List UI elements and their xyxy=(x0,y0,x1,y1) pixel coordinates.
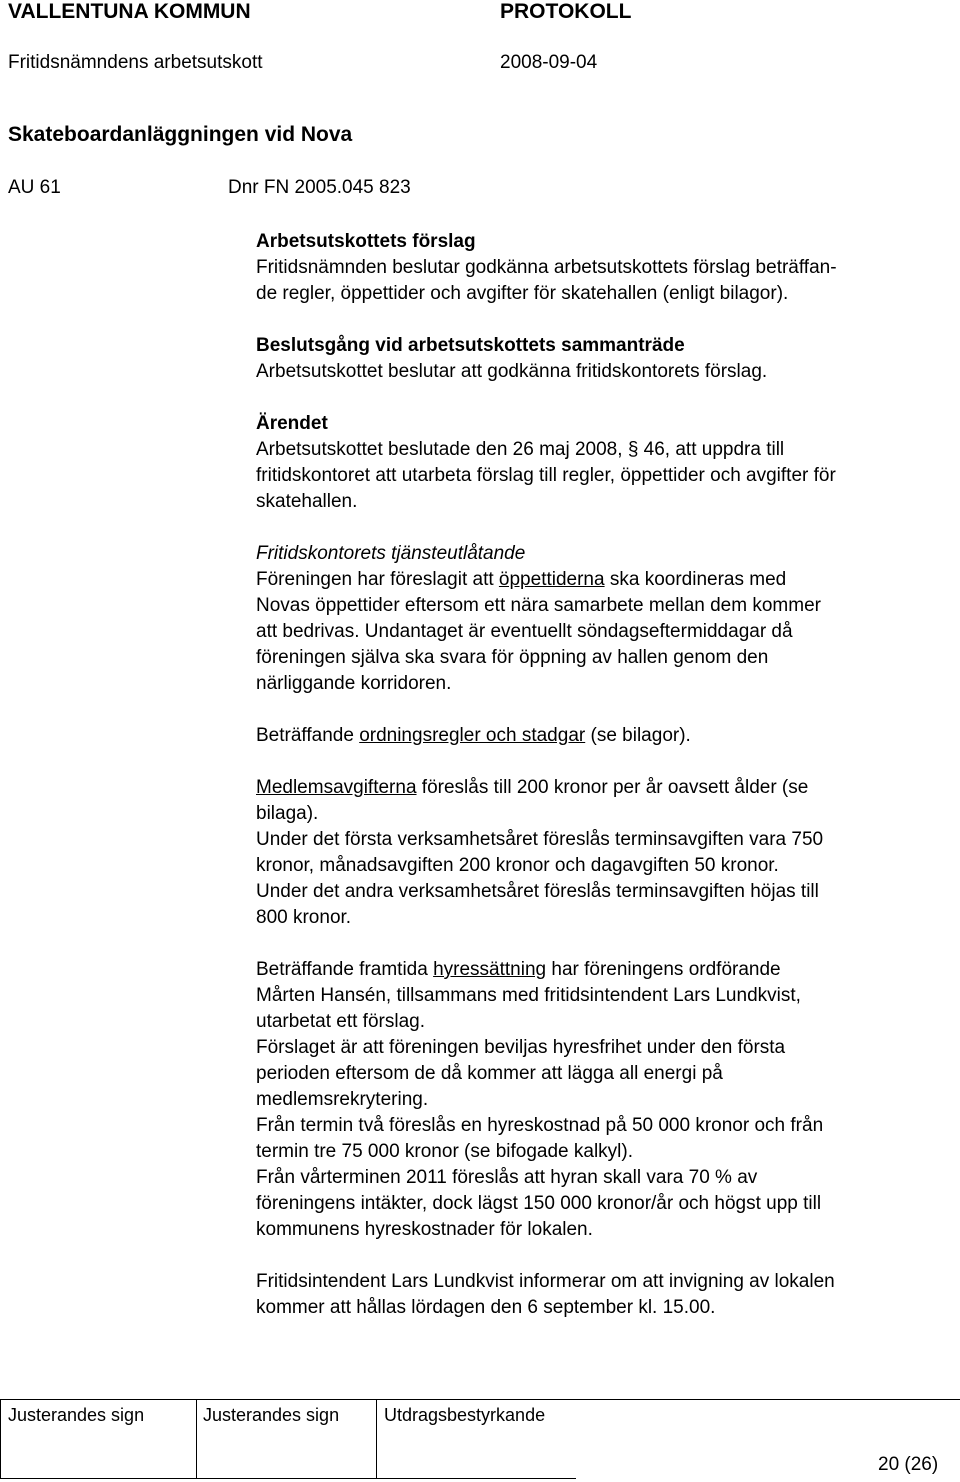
case-line-text: 46, att uppdra till xyxy=(638,439,785,460)
rent-text: Beträffande framtida xyxy=(256,959,434,980)
membership-fees-link[interactable]: Medlemsavgifterna xyxy=(256,777,417,798)
table-border xyxy=(0,1478,576,1479)
page-number: 20 (26) xyxy=(878,1454,939,1475)
fees-line: Under det andra verksamhetsåret föreslås terminsavgiften höjas till xyxy=(256,881,819,902)
rules-line xyxy=(256,723,956,749)
signature-table xyxy=(0,1399,960,1479)
case-line: fritidskontoret att utarbeta förslag till regler, öppettider och avgifter för xyxy=(256,465,836,486)
fees-line: Under det första verksamhetsåret föreslås terminsavgiften vara 750 xyxy=(256,829,824,850)
statement-line: att bedrivas. Undantaget är eventuellt söndagseftermiddagar då xyxy=(256,621,793,642)
rules-link[interactable]: ordningsregler och stadgar xyxy=(359,725,586,746)
statement-line: föreningen själva ska svara för öppning av hallen genom den xyxy=(256,647,769,668)
statement-text: Föreningen har föreslagit att xyxy=(256,569,499,590)
proposal-heading: Arbetsutskottets förslag xyxy=(256,231,476,252)
opening-hours-link[interactable]: öppettiderna xyxy=(498,569,605,590)
fees-line: kronor, månadsavgiften 200 kronor och dagavgiften 50 kronor. xyxy=(256,855,779,876)
rent-line xyxy=(256,957,956,983)
case-heading: Ärendet xyxy=(256,413,328,434)
rent-line: föreningens intäkter, dock lägst 150 000 kronor/år och högst upp till xyxy=(256,1193,822,1214)
inauguration-line: Fritidsintendent Lars Lundkvist informerar om att invigning av lokalen xyxy=(256,1271,835,1292)
case-line xyxy=(256,437,956,463)
statement-heading: Fritidskontorets tjänsteutlåtande xyxy=(256,543,526,564)
fees-line: 800 kronor. xyxy=(256,907,352,928)
rules-text: (se bilagor). xyxy=(585,725,691,746)
table-border xyxy=(0,1399,1,1479)
table-border xyxy=(376,1399,377,1479)
footer-divider xyxy=(0,1399,960,1400)
inauguration-line: kommer att hållas lördagen den 6 september kl. 15.00. xyxy=(256,1297,716,1318)
rent-line: utarbetat ett förslag. xyxy=(256,1011,425,1032)
adjuster-sign-2: Justerandes sign xyxy=(203,1405,340,1425)
proposal-line: Fritidsnämnden beslutar godkänna arbetsutskottets förslag beträffan- xyxy=(256,257,837,278)
municipality-name: VALLENTUNA KOMMUN xyxy=(8,0,251,23)
rent-setting-link[interactable]: hyressättning xyxy=(433,959,547,980)
rules-text: Beträffande xyxy=(256,725,360,746)
fees-text: föreslås till 200 kronor per år oavsett ålder (se xyxy=(416,777,809,798)
rent-line: Förslaget är att föreningen beviljas hyresfrihet under den första xyxy=(256,1037,786,1058)
page-title: Skateboardanläggningen vid Nova xyxy=(8,123,353,146)
excerpt-certification: Utdragsbestyrkande xyxy=(384,1405,546,1425)
rent-line: kommunens hyreskostnader för lokalen. xyxy=(256,1219,593,1240)
meeting-date: 2008-09-04 xyxy=(500,52,598,73)
rent-line: Mårten Hansén, tillsammans med fritidsintendent Lars Lundkvist, xyxy=(256,985,801,1006)
proposal-line: de regler, öppettider och avgifter för skatehallen (enligt bilagor). xyxy=(256,283,789,304)
paragraph-number: AU 61 xyxy=(8,177,61,198)
fees-line xyxy=(256,775,956,801)
committee-name: Fritidsnämndens arbetsutskott xyxy=(8,52,263,73)
section-symbol: § xyxy=(627,439,639,460)
rent-line: medlemsrekrytering. xyxy=(256,1089,429,1110)
diary-number: Dnr FN 2005.045 823 xyxy=(228,177,411,198)
case-line-text: Arbetsutskottet beslutade den 26 maj 2008, xyxy=(256,439,628,460)
document-type: PROTOKOLL xyxy=(500,0,632,23)
rent-line: perioden eftersom de då kommer att lägga all energi på xyxy=(256,1063,723,1084)
decision-process-heading: Beslutsgång vid arbetsutskottets sammanträde xyxy=(256,335,685,356)
decision-process-line: Arbetsutskottet beslutar att godkänna fritidskontorets förslag. xyxy=(256,361,768,382)
rent-line: termin tre 75 000 kronor (se bifogade kalkyl). xyxy=(256,1141,634,1162)
adjuster-sign-1: Justerandes sign xyxy=(8,1405,145,1425)
fees-line: bilaga). xyxy=(256,803,319,824)
statement-line xyxy=(256,567,956,593)
statement-line: Novas öppettider eftersom ett nära samarbete mellan dem kommer xyxy=(256,595,821,616)
statement-line: närliggande korridoren. xyxy=(256,673,452,694)
statement-text: ska koordineras med xyxy=(604,569,787,590)
case-line: skatehallen. xyxy=(256,491,358,512)
rent-line: Från termin två föreslås en hyreskostnad på 50 000 kronor och från xyxy=(256,1115,824,1136)
rent-text: har föreningens ordförande xyxy=(546,959,781,980)
rent-line: Från vårterminen 2011 föreslås att hyran skall vara 70 % av xyxy=(256,1167,758,1188)
table-border xyxy=(196,1399,197,1479)
document-body xyxy=(256,229,956,1321)
